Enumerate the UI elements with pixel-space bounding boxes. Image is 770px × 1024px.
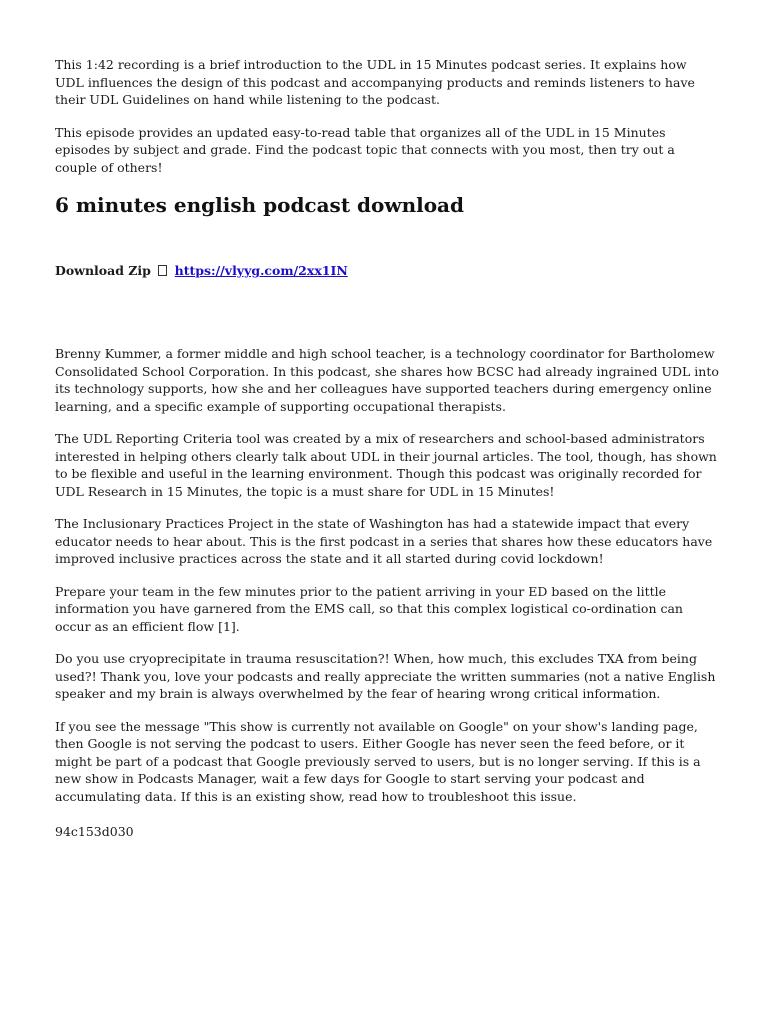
download-line <box>55 262 719 279</box>
body-paragraphs <box>55 345 719 805</box>
body-paragraph-1: Brenny Kummer, a former middle and high school teacher, is a technology coordinator for Bartholomew Consolidated School Corporation. In this podcast, she shares how BCSC had already ingrained UDL into its technology supports, how she and her colleagues have supported teachers during emergency online learning, and a specific example of supporting occupational therapists. <box>55 346 719 414</box>
body-paragraph-6: If you see the message "This show is currently not available on Google" on your show's landing page, then Google is not serving the podcast to users. Either Google has never seen the feed before, or it might be part of a podcast that Google previously served to users, but is no longer serving. If this is a new show in Podcasts Manager, wait a few days for Google to start serving your podcast and accumulating data. If this is an existing show, read how to troubleshoot this issue. <box>55 718 701 804</box>
document-page <box>55 56 719 840</box>
body-paragraph-4: Prepare your team in the few minutes prior to the patient arriving in your ED based on the little information you have garnered from the EMS call, so that this complex logistical co-ordination can occur as an efficient flow [1]. <box>55 583 683 634</box>
download-label: Download Zip <box>55 263 151 278</box>
body-paragraph-3: The Inclusionary Practices Project in the state of Washington has had a statewide impact that every educator needs to hear about. This is the first podcast in a series that shares how these educators have improved inclusive practices across the state and it all started during covid lockdown! <box>55 516 713 566</box>
body-paragraph-2: The UDL Reporting Criteria tool was created by a mix of researchers and school-based administrators interested in helping others clearly talk about UDL in their journal articles. The tool, though, has shown to be flexible and useful in the learning environment. Though this podcast was originally recorded for UDL Research in 15 Minutes, the topic is a must share for UDL in 15 Minutes! <box>55 431 717 499</box>
footer-code: 94c153d030 <box>55 824 134 839</box>
download-link[interactable]: https://vlyyg.com/2xx1IN <box>174 263 348 278</box>
missing-glyph-icon <box>158 265 167 276</box>
body-paragraph-5: Do you use cryoprecipitate in trauma resuscitation?! When, how much, this excludes TXA from being used?! Thank you, love your podcasts and really appreciate the written summaries (not a native English speaker and my brain is always overwhelmed by the fear of hearing wrong critical information. <box>55 651 716 701</box>
intro-paragraph-2: This episode provides an updated easy-to-read table that organizes all of the UDL in 15 Minutes episodes by subject and grade. Find the podcast topic that connects with you most, then try out a couple of others! <box>55 124 675 175</box>
intro-paragraph-1: This 1:42 recording is a brief introduction to the UDL in 15 Minutes podcast series. It explains how UDL influences the design of this podcast and accompanying products and reminds listeners to have their UDL Guidelines on hand while listening to the podcast. <box>55 57 695 107</box>
page-heading: 6 minutes english podcast download <box>55 193 464 217</box>
